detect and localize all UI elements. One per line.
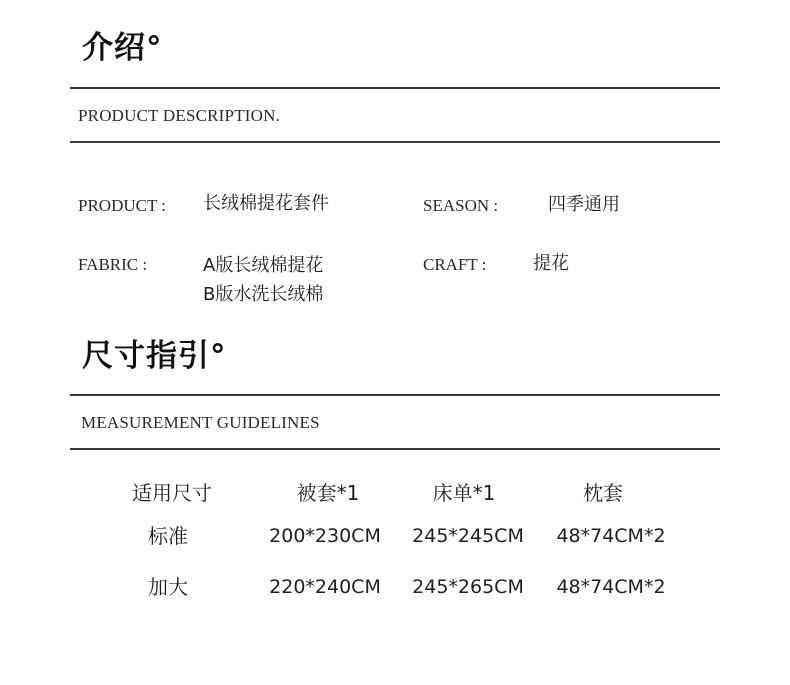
- intro-top-divider: [70, 87, 720, 89]
- row-pillowcase-size: 48*74CM*2: [556, 576, 666, 598]
- craft-label: CRAFT :: [423, 255, 487, 274]
- product-value: 长绒棉提花套件: [203, 193, 329, 214]
- season-value: 四季通用: [548, 194, 620, 215]
- row-size-name: 标准: [148, 524, 188, 548]
- fabric-value-line: A版长绒棉提花: [203, 255, 324, 276]
- intro-title: 介绍°: [82, 30, 163, 66]
- row-pillowcase-size: 48*74CM*2: [556, 525, 666, 547]
- fabric-label: FABRIC :: [78, 255, 148, 274]
- craft-value: 提花: [533, 253, 569, 274]
- header-cell-sheet: 床单*1: [432, 481, 496, 505]
- sizing-top-divider: [70, 394, 720, 396]
- fabric-value: [203, 251, 323, 309]
- sizing-bottom-divider: [70, 448, 720, 450]
- season-label: SEASON :: [423, 196, 499, 215]
- header-cell-duvet: 被套*1: [296, 481, 360, 505]
- row-sheet-size: 245*265CM: [412, 576, 524, 598]
- row-duvet-size: 220*240CM: [269, 576, 381, 598]
- header-cell-pillowcase: 枕套: [583, 481, 623, 505]
- row-duvet-size: 200*230CM: [269, 525, 381, 547]
- sizing-title: 尺寸指引°: [82, 338, 227, 374]
- header-cell-size: 适用尺寸: [132, 481, 212, 505]
- intro-bottom-divider: [70, 141, 720, 143]
- sizing-subtitle: MEASUREMENT GUIDELINES: [81, 413, 320, 432]
- product-label: PRODUCT :: [78, 196, 167, 215]
- fabric-value-line: B版水洗长绒棉: [203, 284, 324, 305]
- row-size-name: 加大: [148, 575, 188, 599]
- row-sheet-size: 245*245CM: [412, 525, 524, 547]
- intro-subtitle: PRODUCT DESCRIPTION.: [78, 106, 281, 125]
